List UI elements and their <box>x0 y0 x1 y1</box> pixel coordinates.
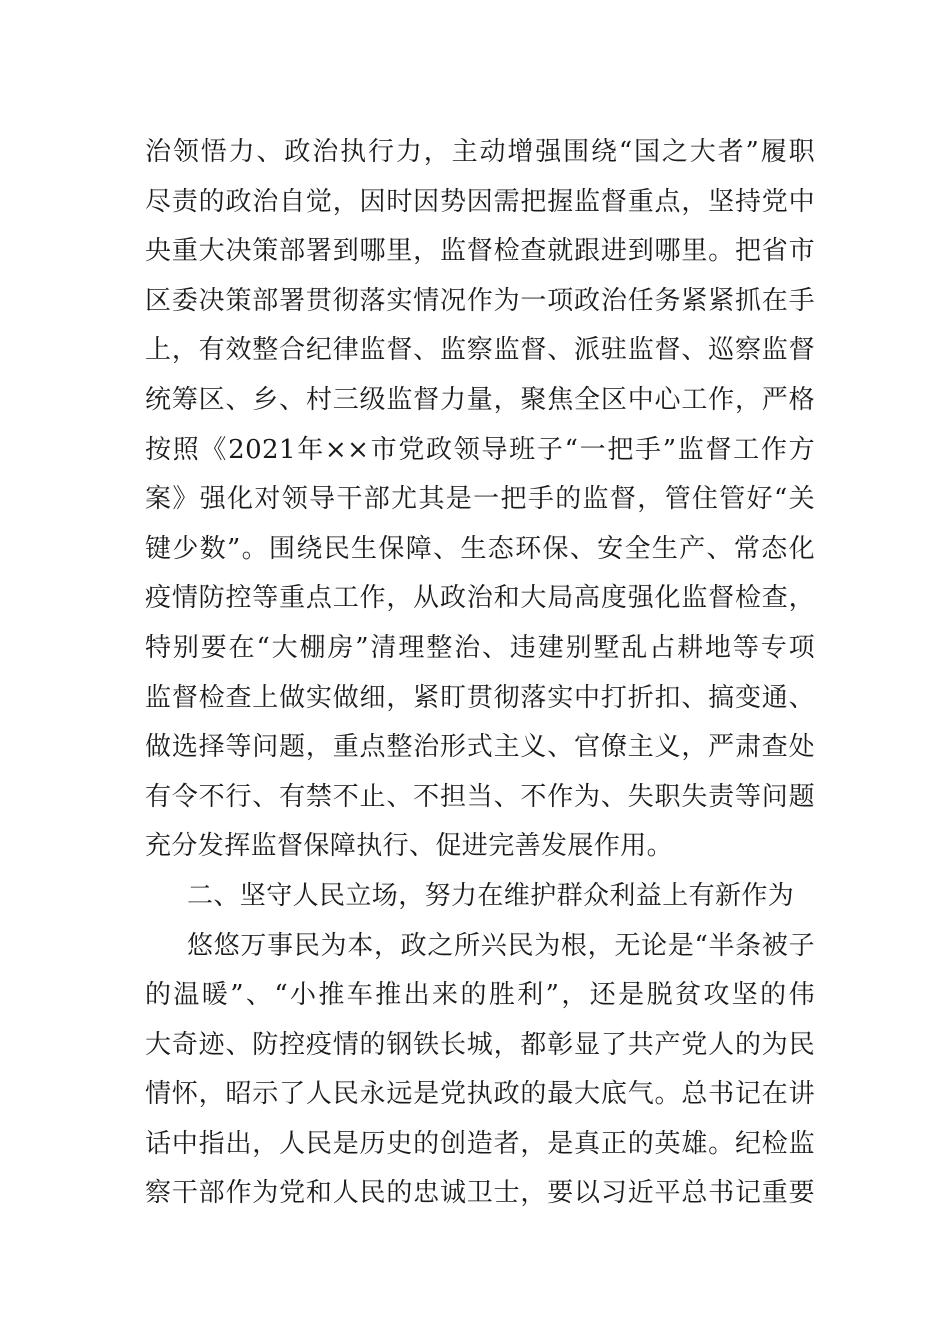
text-line: 治领悟力、政治执行力，主动增强围绕“国之大者”履职 <box>145 137 815 167</box>
text-line: 上，有效整合纪律监督、监察监督、派驻监督、巡察监督 <box>145 335 815 366</box>
text-line: 央重大决策部署到哪里，监督检查就跟进到哪里。把省市 <box>145 236 815 267</box>
text-line: 充分发挥监督保障执行、促进完善发展作用。 <box>145 831 674 862</box>
text-line: 疫情防控等重点工作，从政治和大局高度强化监督检查， <box>145 583 815 614</box>
text-line: 尽责的政治自觉，因时因势因需把握监督重点，坚持党中 <box>145 186 815 217</box>
text-line: 按照《2021年××市党政领导班子“一把手”监督工作方 <box>145 434 815 465</box>
text-line: 话中指出，人民是历史的创造者，是真正的英雄。纪检监 <box>145 1128 815 1159</box>
text-line: 监督检查上做实做细，紧盯贯彻落实中打折扣、搞变通、 <box>145 682 815 713</box>
text-line: 特别要在“大棚房”清理整治、违建别墅乱占耕地等专项 <box>145 632 815 663</box>
text-line: 案》强化对领导干部尤其是一把手的监督，管住管好“关 <box>145 484 815 515</box>
text-line: 悠悠万事民为本，政之所兴民为根，无论是“半条被子 <box>187 930 815 961</box>
text-line: 键少数”。围绕民生保障、生态环保、安全生产、常态化 <box>145 533 815 564</box>
text-line: 统筹区、乡、村三级监督力量，聚焦全区中心工作，严格 <box>145 384 815 415</box>
text-line: 大奇迹、防控疫情的钢铁长城，都彰显了共产党人的为民 <box>145 1029 815 1060</box>
text-line: 做选择等问题，重点整治形式主义、官僚主义，严肃查处 <box>145 732 815 763</box>
text-line: 察干部作为党和人民的忠诚卫士，要以习近平总书记重要 <box>145 1178 815 1209</box>
document-body <box>145 128 815 1219</box>
text-line: 的温暖”、“小推车推出来的胜利”，还是脱贫攻坚的伟 <box>145 980 815 1011</box>
text-line: 情怀，昭示了人民永远是党执政的最大底气。总书记在讲 <box>145 1079 815 1110</box>
section-heading: 二、坚守人民立场，努力在维护群众利益上有新作为 <box>187 880 795 911</box>
text-line: 区委决策部署贯彻落实情况作为一项政治任务紧紧抓在手 <box>145 285 815 316</box>
text-line: 有令不行、有禁不止、不担当、不作为、失职失责等问题 <box>145 781 815 812</box>
